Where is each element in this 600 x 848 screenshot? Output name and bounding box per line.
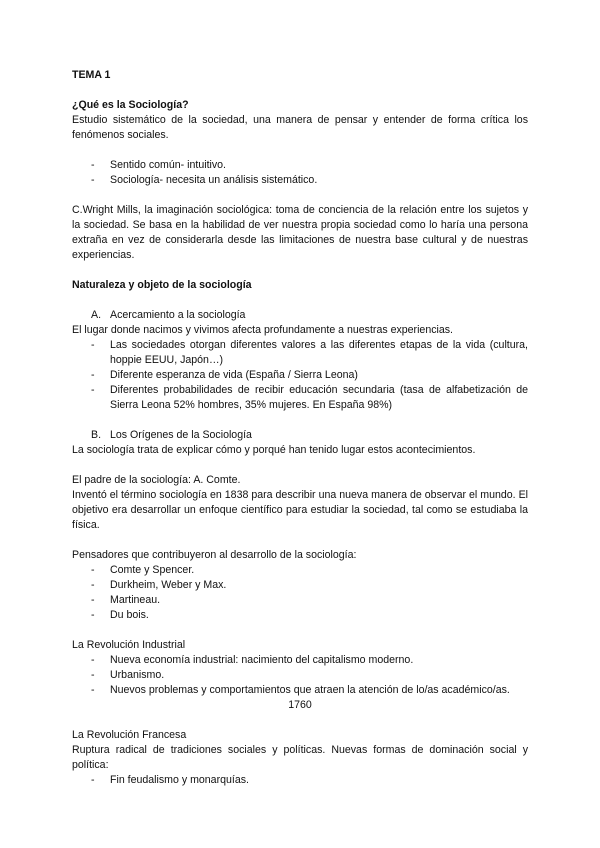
list-item: - Sentido común- intuitivo. (72, 158, 528, 173)
pensadores-list (72, 563, 528, 623)
list-item: - Durkheim, Weber y Max. (72, 578, 528, 593)
subsection-b-intro: La sociología trata de explicar cómo y porqué han tenido lugar estos acontecimientos. (72, 444, 476, 456)
list-item: - Urbanismo. (72, 668, 528, 683)
industrial-list (72, 653, 528, 698)
list-item: - Comte y Spencer. (72, 563, 528, 578)
list-item: - Las sociedades otorgan diferentes valores a las diferentes etapas de la vida (cultura, hoppie EEUU, Japón…) (72, 338, 528, 368)
section-heading-que-es: ¿Qué es la Sociología? (72, 99, 189, 111)
section-heading-naturaleza: Naturaleza y objeto de la sociología (72, 279, 252, 291)
list-item: - Nueva economía industrial: nacimiento del capitalismo moderno. (72, 653, 528, 668)
pensadores-heading: Pensadores que contribuyeron al desarrollo de la sociología: (72, 549, 357, 561)
comte-paragraph: Inventó el término sociología en 1838 para describir una nueva manera de observar el mundo. El objetivo era desarrollar un enfoque científico para estudiar la sociedad, tal como se estudiaba la física. (72, 489, 528, 531)
subsection-letter: B. (91, 429, 102, 441)
sentido-list (72, 158, 528, 188)
subsection-label: Acercamiento a la sociología (110, 309, 246, 321)
acercamiento-list (72, 338, 528, 413)
list-item: - Sociología- necesita un análisis sistemático. (72, 173, 528, 188)
subsection-a-intro: El lugar donde nacimos y vivimos afecta profundamente a nuestras experiencias. (72, 324, 453, 336)
francesa-heading: La Revolución Francesa (72, 729, 187, 741)
subsection-a-title (72, 308, 528, 323)
industrial-heading: La Revolución Industrial (72, 639, 186, 651)
industrial-year: 1760 (288, 699, 312, 711)
list-item: - Fin feudalismo y monarquías. (72, 773, 528, 788)
list-item: - Du bois. (72, 608, 528, 623)
doc-title: TEMA 1 (72, 69, 111, 81)
francesa-list (72, 773, 528, 788)
list-item: - Diferentes probabilidades de recibir educación secundaria (tasa de alfabetización de Sierra Leona 52% hombres, 35% mujeres. En España 98%) (72, 383, 528, 413)
definition-paragraph: Estudio sistemático de la sociedad, una manera de pensar y entender de forma crítica los fenómenos sociales. (72, 114, 528, 141)
mills-paragraph: C.Wright Mills, la imaginación sociológica: toma de conciencia de la relación entre los sujetos y la sociedad. Se basa en la habilidad de ver nuestra propia sociedad como lo haría una persona extraña en vez de considerarla desde las limitaciones de nuestra base cultural y de nuestras experiencias. (72, 204, 528, 261)
list-item: - Nuevos problemas y comportamientos que atraen la atención de lo/as académico/as. (72, 683, 528, 698)
subsection-label: Los Orígenes de la Sociología (110, 429, 252, 441)
comte-heading: El padre de la sociología: A. Comte. (72, 474, 241, 486)
subsection-b-title (72, 428, 528, 443)
document-page (72, 68, 528, 788)
subsection-letter: A. (91, 309, 102, 321)
list-item: - Martineau. (72, 593, 528, 608)
list-item: - Diferente esperanza de vida (España / Sierra Leona) (72, 368, 528, 383)
francesa-paragraph: Ruptura radical de tradiciones sociales y políticas. Nuevas formas de dominación social y política: (72, 744, 528, 771)
